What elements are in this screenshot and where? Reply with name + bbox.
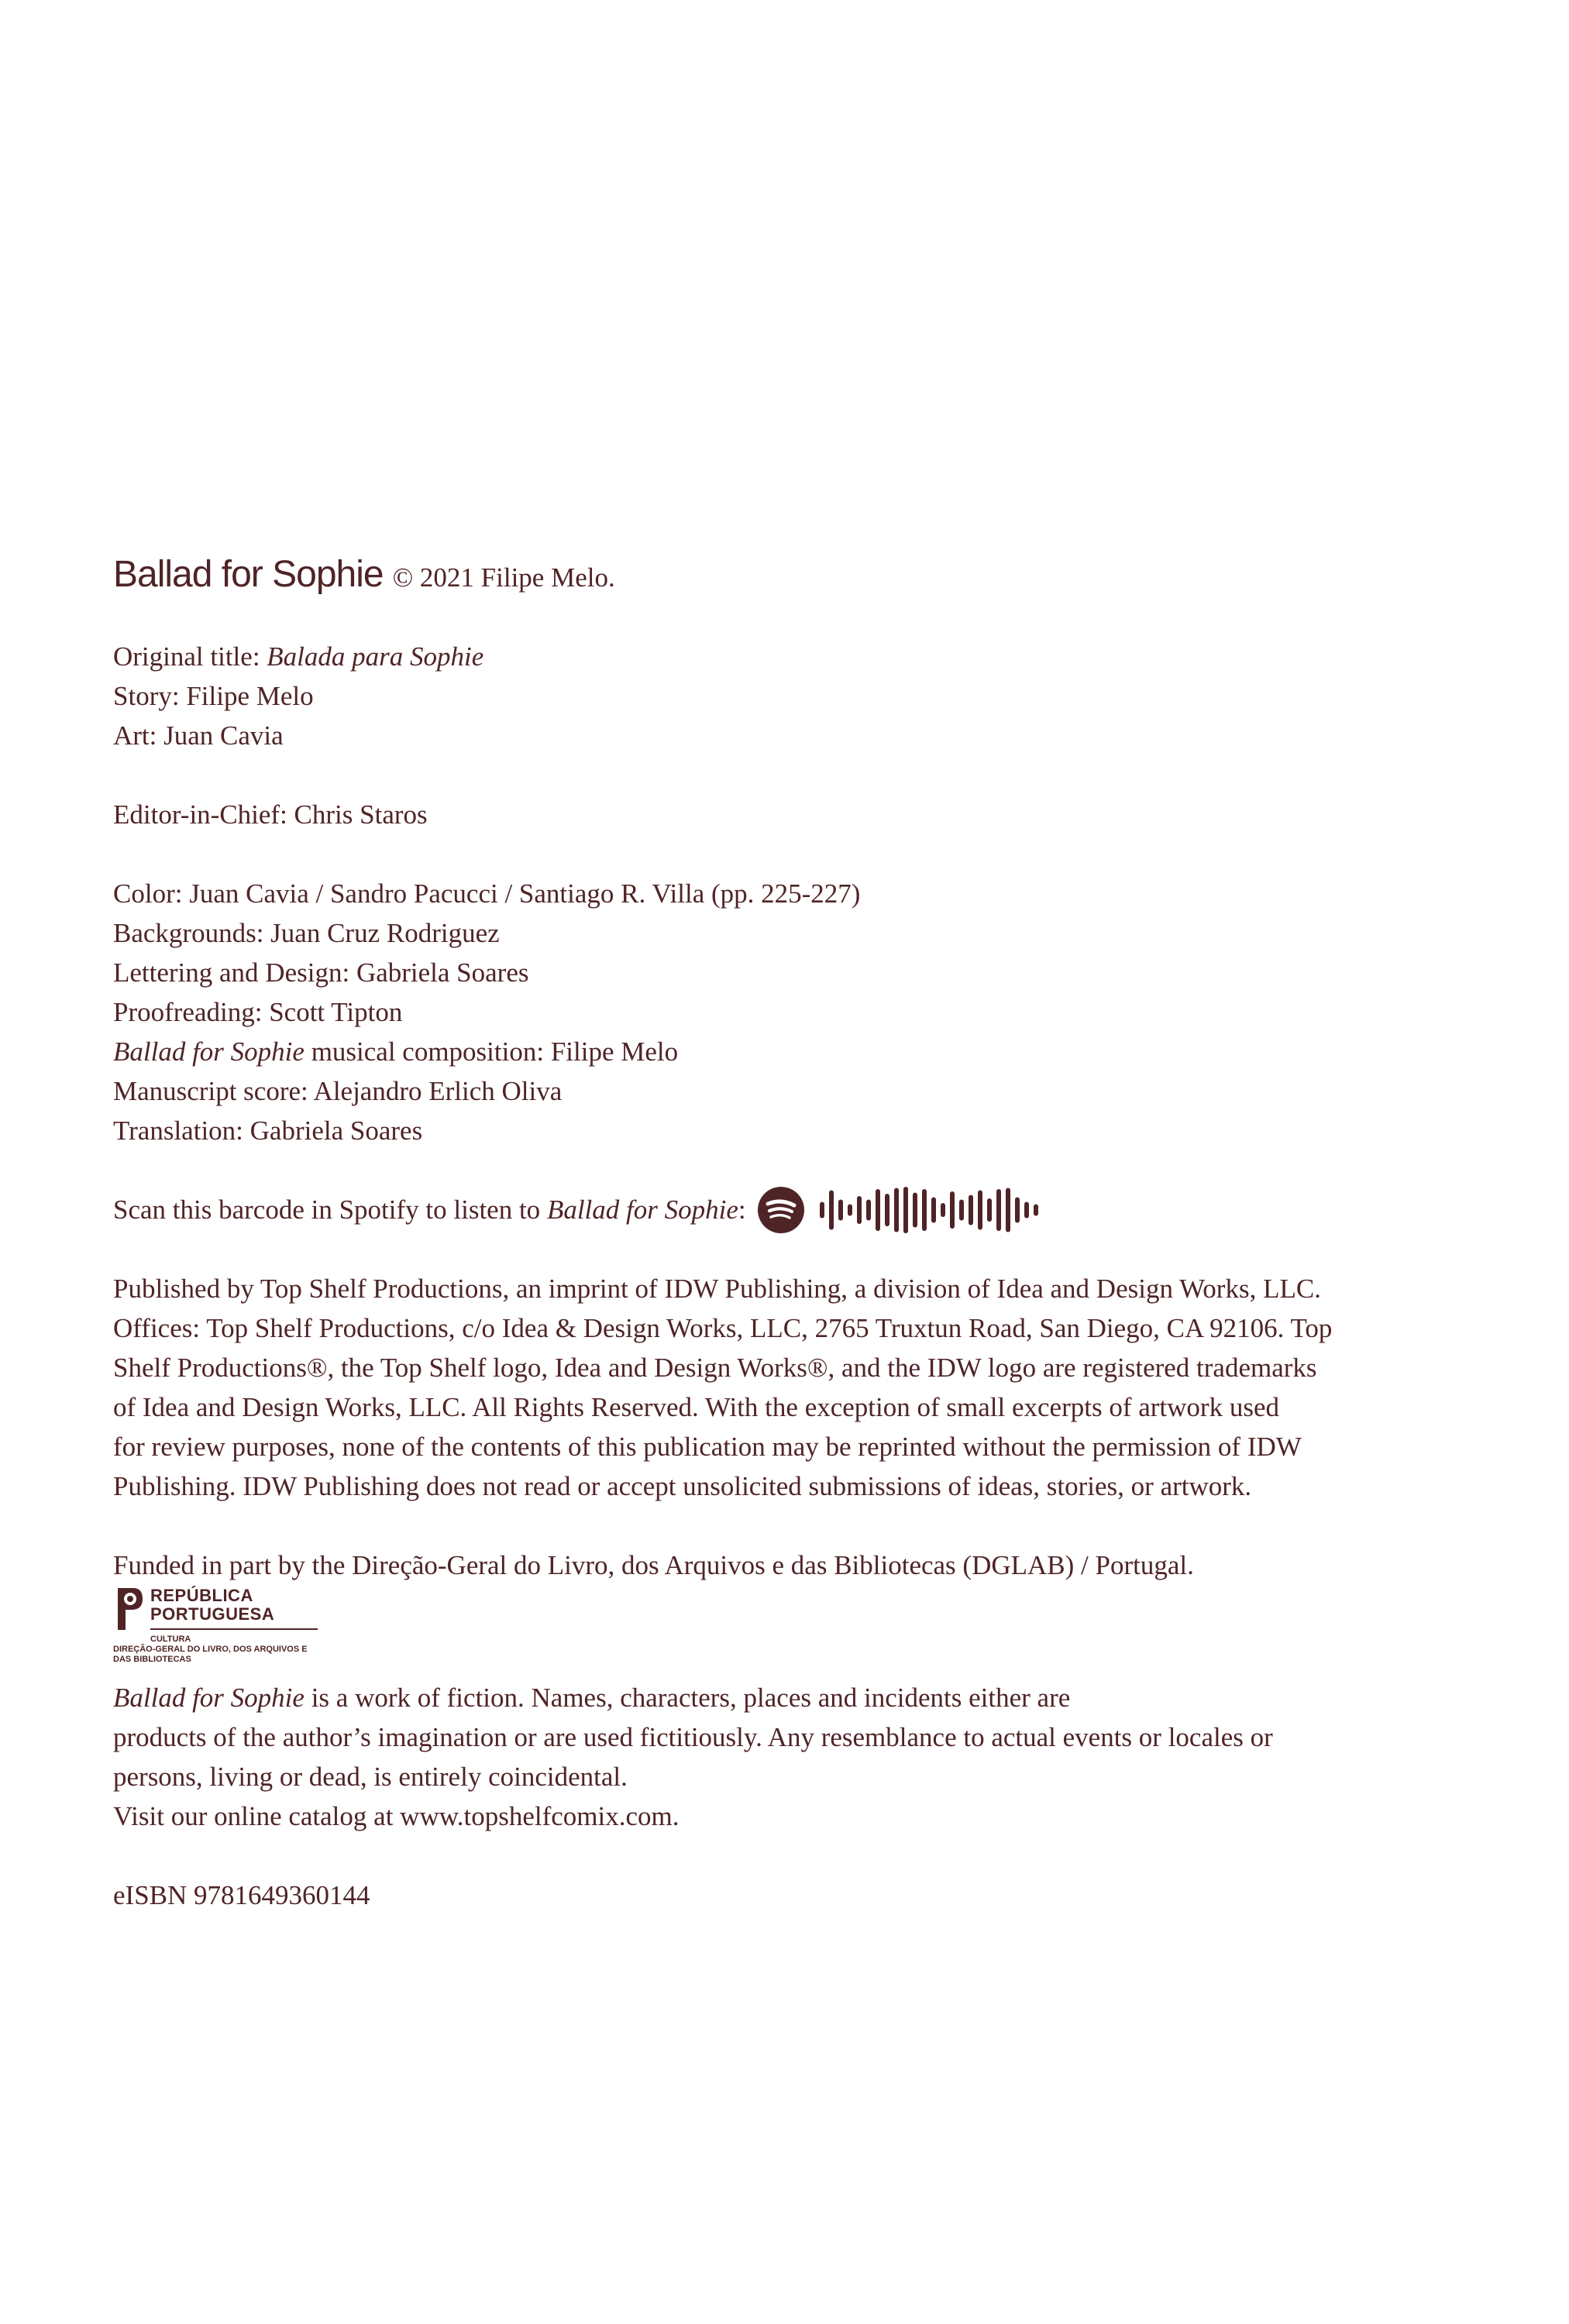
spotify-title: Ballad for Sophie	[546, 1195, 738, 1225]
logo-sub-3: DAS BIBLIOTECAS	[113, 1655, 191, 1664]
story-credit: Story: Filipe Melo	[113, 681, 314, 711]
catalog-line[interactable]: Visit our online catalog at www.topshelfcomix.com.	[113, 1801, 680, 1831]
logo-line-2: PORTUGUESA	[150, 1604, 275, 1624]
composition-credit	[113, 1032, 1461, 1071]
isbn-line: eISBN 9781649360144	[113, 1880, 370, 1910]
spotify-code-bar	[978, 1190, 982, 1229]
copyright-notice: © 2021 Filipe Melo.	[392, 562, 615, 593]
funding-line: Funded in part by the Direção-Geral do Livro, dos Arquivos e das Bibliotecas (DGLAB) / Portugal.	[113, 1550, 1194, 1580]
spotify-code-bar	[1024, 1202, 1029, 1218]
spotify-code-bar	[885, 1194, 889, 1226]
fiction-line-1	[113, 1678, 1461, 1717]
publisher-notice-line: Published by Top Shelf Productions, an imprint of IDW Publishing, a division of Idea and Design Works, LLC.	[113, 1274, 1321, 1304]
fiction-title: Ballad for Sophie	[113, 1683, 305, 1713]
translation-credit: Translation: Gabriela Soares	[113, 1116, 423, 1146]
composition-rest: musical composition: Filipe Melo	[311, 1037, 679, 1067]
manuscript-credit: Manuscript score: Alejandro Erlich Oliva	[113, 1076, 563, 1106]
original-title-label: Original title:	[113, 641, 260, 672]
original-title: Balada para Sophie	[267, 641, 484, 672]
spotify-code-bar	[848, 1204, 852, 1215]
proofreading-credit: Proofreading: Scott Tipton	[113, 997, 403, 1027]
spotify-code-bar	[922, 1189, 927, 1231]
spotify-code-bar	[1006, 1188, 1010, 1232]
spotify-code-bar	[941, 1203, 945, 1217]
lettering-credit: Lettering and Design: Gabriela Soares	[113, 957, 529, 988]
spotify-code-bar	[1034, 1204, 1038, 1215]
editor-credit: Editor-in-Chief: Chris Staros	[113, 799, 428, 830]
logo-line-1: REPÚBLICA	[150, 1586, 253, 1605]
spotify-code-bar	[903, 1187, 908, 1233]
spotify-code-bar	[950, 1191, 955, 1229]
spotify-code-bar	[829, 1190, 834, 1229]
publisher-notice-line: for review purposes, none of the contents of this publication may be reprinted without the permission of IDW	[113, 1432, 1302, 1462]
logo-divider	[150, 1628, 318, 1630]
publisher-notice-line: of Idea and Design Works, LLC. All Rights Reserved. With the exception of small excerpts of artwork used	[113, 1392, 1279, 1422]
spotify-code-bar	[866, 1199, 871, 1220]
spotify-code-bar	[913, 1192, 917, 1227]
spotify-colon: :	[738, 1195, 746, 1225]
copyright-page	[113, 555, 1461, 1915]
spotify-code-bar	[838, 1199, 843, 1220]
spotify-code-bar	[820, 1202, 824, 1218]
spotify-code-bar	[857, 1196, 862, 1224]
color-credit: Color: Juan Cavia / Sandro Pacucci / Santiago R. Villa (pp. 225-227)	[113, 878, 861, 909]
publisher-notice-line: Publishing. IDW Publishing does not read or accept unsolicited submissions of ideas, stories, or artwork.	[113, 1471, 1252, 1501]
spotify-text: Scan this barcode in Spotify to listen to	[113, 1195, 541, 1225]
book-title: Ballad for Sophie	[113, 554, 384, 595]
spotify-code-bar	[876, 1189, 880, 1231]
spotify-code-bar	[959, 1199, 964, 1220]
spotify-code-bar	[987, 1198, 992, 1222]
spotify-code-bar	[894, 1188, 899, 1232]
copyright-line	[113, 555, 1461, 597]
logo-sub-2: DIREÇÃO-GERAL DO LIVRO, DOS ARQUIVOS E	[113, 1645, 308, 1654]
spotify-icon	[757, 1186, 805, 1234]
original-title-line	[113, 637, 1461, 676]
spotify-code-bar	[969, 1195, 973, 1225]
backgrounds-credit: Backgrounds: Juan Cruz Rodriguez	[113, 918, 500, 948]
republica-portuguesa-logo	[113, 1587, 1461, 1678]
fiction-line-3: persons, living or dead, is entirely coincidental.	[113, 1762, 628, 1792]
spotify-code-bar	[1015, 1197, 1020, 1222]
publisher-notice	[113, 1269, 1461, 1506]
spotify-code-bar	[996, 1189, 1001, 1231]
republica-portuguesa-emblem-icon	[113, 1587, 144, 1635]
publisher-notice-line: Shelf Productions®, the Top Shelf logo, Idea and Design Works®, and the IDW logo are registered trademarks	[113, 1353, 1317, 1383]
fiction-line-1-rest: is a work of fiction. Names, characters, places and incidents either are	[311, 1683, 1071, 1713]
logo-sub-1: CULTURA	[150, 1635, 191, 1644]
fiction-line-2: products of the author’s imagination or are used fictitiously. Any resemblance to actual events or locales or	[113, 1722, 1273, 1752]
art-credit: Art: Juan Cavia	[113, 720, 284, 751]
publisher-notice-line: Offices: Top Shelf Productions, c/o Idea & Design Works, LLC, 2765 Truxtun Road, San Diego, CA 92106. Top	[113, 1313, 1333, 1343]
spotify-scan-line	[113, 1190, 1461, 1229]
spotify-code-icon[interactable]	[817, 1186, 1041, 1234]
spotify-code-bar	[931, 1197, 936, 1222]
composition-title: Ballad for Sophie	[113, 1037, 305, 1067]
